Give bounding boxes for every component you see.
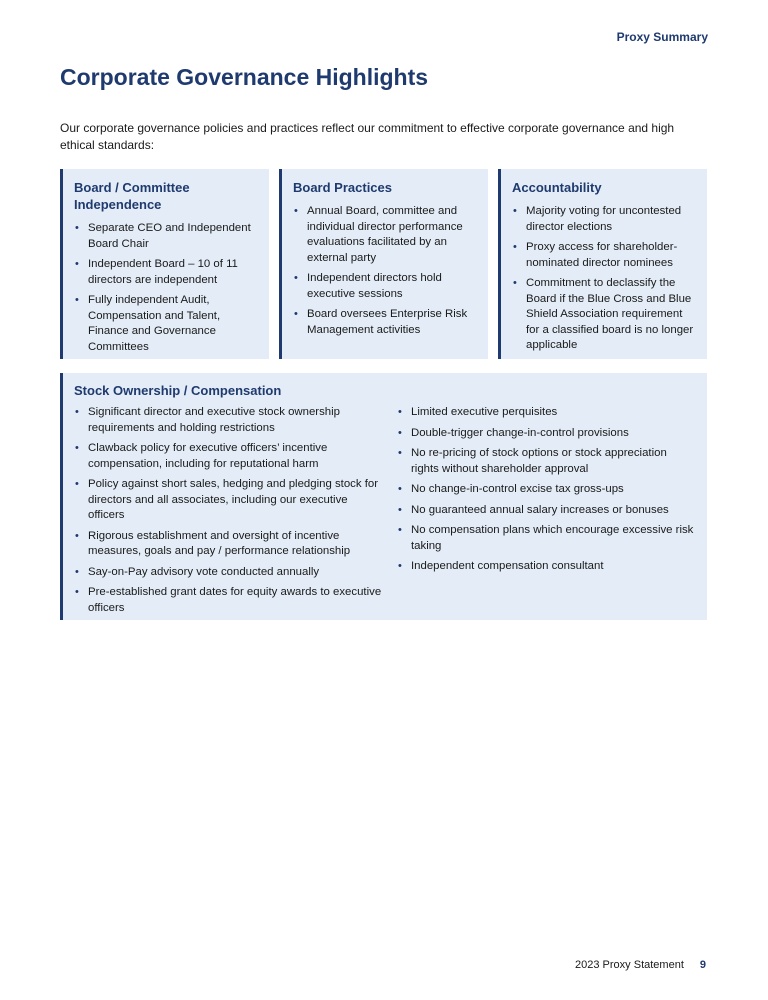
bullet-icon: • [75, 442, 79, 454]
list-item [397, 523, 697, 554]
list-item [74, 529, 386, 560]
list-item-text: No guaranteed annual salary increases or bonuses [411, 503, 669, 516]
bullet-icon: • [398, 426, 402, 439]
list-item [397, 446, 697, 477]
bullet-icon: • [398, 503, 402, 516]
bullet-icon: • [398, 447, 402, 459]
bullet-list-left [74, 405, 386, 621]
list-item-text: Say-on-Pay advisory vote conducted annually [88, 565, 320, 578]
bullet-icon: • [75, 478, 79, 490]
list-item [74, 565, 386, 581]
list-item-text: Pre-established grant dates for equity awards to executive officers [88, 586, 382, 614]
list-item [397, 503, 697, 519]
list-item [397, 405, 697, 421]
box-heading: Board Practices [293, 180, 392, 195]
bullet-icon: • [75, 258, 79, 270]
accountability-box [498, 169, 707, 359]
bullet-list-right [397, 405, 697, 621]
list-item [74, 257, 259, 288]
list-item [74, 441, 386, 472]
list-item-text: Independent compensation consultant [411, 560, 604, 572]
list-item [74, 293, 259, 355]
list-item-text: Board oversees Enterprise Risk Management activities [307, 308, 468, 336]
bullet-list [74, 221, 259, 355]
bullet-icon: • [513, 205, 517, 217]
list-item-text: No re-pricing of stock options or stock appreciation rights without shareholder approval [411, 447, 667, 475]
list-item [293, 204, 478, 266]
stock-ownership-compensation-box [60, 373, 707, 620]
list-item [74, 477, 386, 524]
box-heading: Board / Committee Independence [74, 180, 190, 212]
bullet-icon: • [513, 277, 517, 289]
list-item-text: Fully independent Audit, Compensation and Talent, Finance and Governance Committees [88, 294, 221, 353]
two-column-list [74, 405, 697, 621]
bullet-icon: • [513, 241, 517, 253]
box-heading: Stock Ownership / Compensation [74, 383, 282, 398]
list-item [74, 585, 386, 616]
section-label: Proxy Summary [616, 30, 708, 44]
box-heading: Accountability [512, 180, 602, 195]
list-item [512, 240, 697, 271]
list-item-text: No change-in-control excise tax gross-ups [411, 483, 624, 495]
bullet-icon: • [398, 483, 402, 495]
list-item [397, 482, 697, 498]
footer-doc-title: 2023 Proxy Statement [575, 959, 684, 971]
list-item-text: Independent directors hold executive sessions [307, 272, 442, 300]
list-item [293, 271, 478, 302]
intro-paragraph: Our corporate governance policies and practices reflect our commitment to effective corporate governance and high ethical standards: [60, 121, 675, 152]
bullet-list [512, 204, 697, 354]
bullet-icon: • [294, 308, 298, 320]
board-committee-independence-box [60, 169, 269, 359]
page-title: Corporate Governance Highlights [60, 64, 429, 90]
bullet-icon: • [75, 586, 79, 598]
list-item-text: Double-trigger change-in-control provisions [411, 426, 629, 439]
page-footer [575, 959, 706, 971]
list-item-text: Limited executive perquisites [411, 406, 558, 418]
list-item [293, 307, 478, 338]
list-item-text: Clawback policy for executive officers’ incentive compensation, including for reputational harm [88, 442, 328, 470]
list-item [512, 276, 697, 354]
list-item-text: Significant director and executive stock ownership requirements and holding restrictions [88, 406, 340, 434]
bullet-icon: • [398, 560, 402, 572]
list-item-text: Proxy access for shareholder-nominated director nominees [526, 241, 678, 269]
page-number: 9 [699, 959, 706, 971]
list-item [512, 204, 697, 235]
bullet-icon: • [75, 406, 79, 418]
list-item-text: Independent Board – 10 of 11 directors are independent [88, 258, 238, 286]
list-item [74, 221, 259, 252]
list-item-text: No compensation plans which encourage excessive risk taking [411, 524, 694, 552]
bullet-icon: • [294, 205, 298, 217]
list-item-text: Rigorous establishment and oversight of incentive measures, goals and pay / performance relationship [88, 529, 351, 557]
bullet-icon: • [75, 294, 79, 306]
bullet-list [293, 204, 478, 338]
bullet-icon: • [398, 524, 402, 536]
bullet-icon: • [294, 272, 298, 284]
list-item-text: Commitment to declassify the Board if the Blue Cross and Blue Shield Association requirement for a classified board is no longer applicable [526, 277, 694, 351]
list-item-text: Separate CEO and Independent Board Chair [88, 222, 251, 250]
list-item [397, 426, 697, 442]
list-item-text: Majority voting for uncontested director elections [526, 205, 682, 233]
bullet-icon: • [75, 222, 79, 234]
bullet-icon: • [75, 529, 79, 542]
list-item [397, 559, 697, 575]
list-item-text: Policy against short sales, hedging and pledging stock for directors and all associates, including our executive officers [88, 478, 379, 521]
bullet-icon: • [75, 565, 79, 578]
bullet-icon: • [398, 406, 402, 418]
board-practices-box [279, 169, 488, 359]
list-item-text: Annual Board, committee and individual director performance evaluations facilitated by an external party [307, 205, 463, 264]
list-item [74, 405, 386, 436]
